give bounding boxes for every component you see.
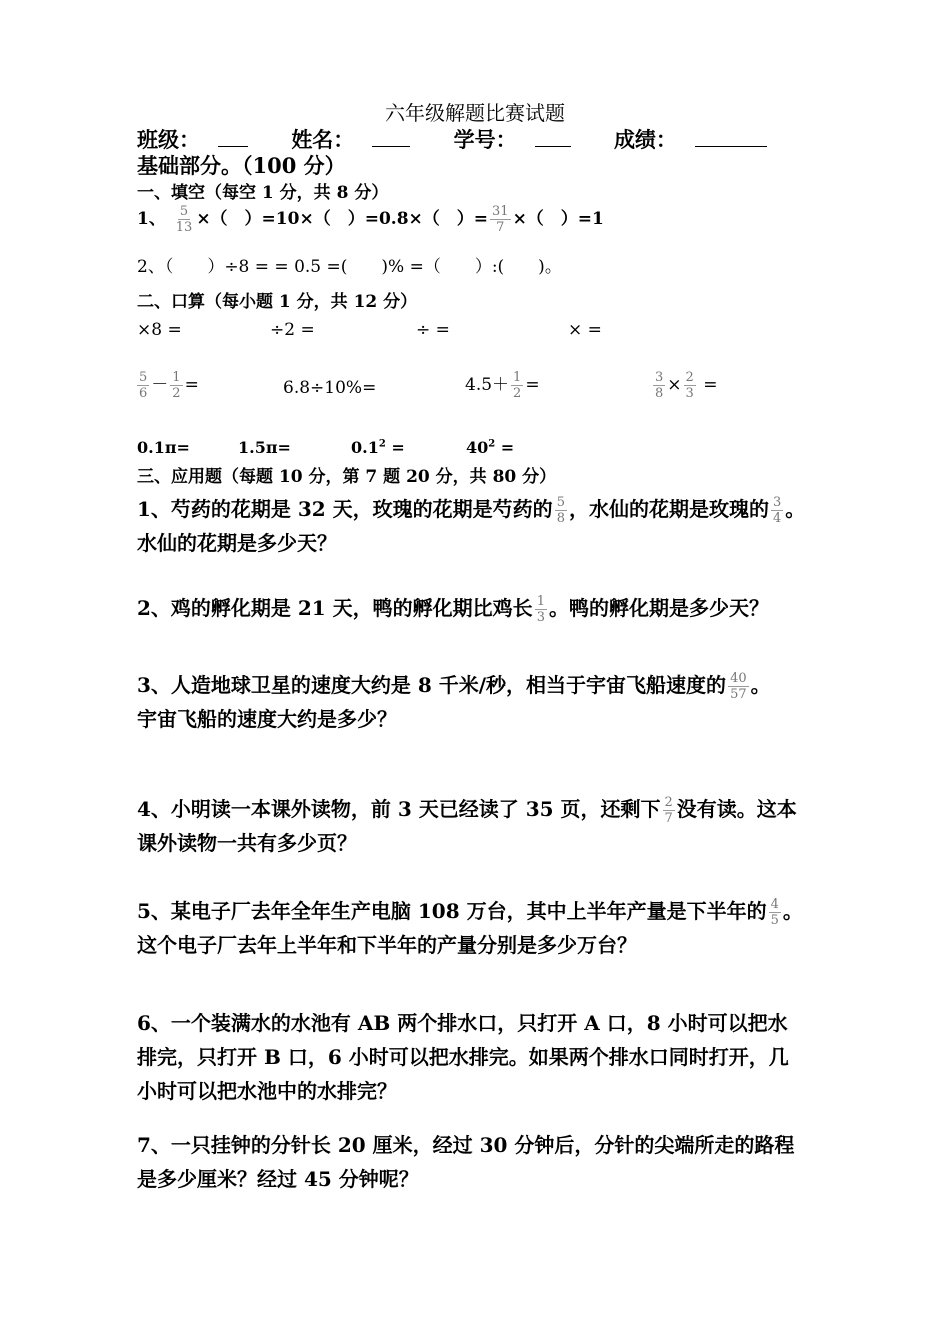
id-field[interactable]: 学号： [454, 127, 589, 152]
problem-1: 1、芍药的花期是 32 天，玫瑰的花期是芍药的 $\frac{5}{8}$ ，水仙的花期是玫瑰的 $\frac{3}{4}$ 。 水仙的花期是多少天？ [137, 495, 806, 555]
oral-expr: $\frac{3}{8}$ × $\frac{2}{3}$ = [655, 370, 718, 401]
fraction: $\frac{1}{3}$ [536, 594, 545, 625]
problem-4: 4、小明读一本课外读物，前 3 天已经读了 35 页，还剩下 $\frac{2}{7}$ 没有读。这本 课外读物一共有多少页？ [137, 795, 797, 855]
fraction: $\frac{2}{3}$ [685, 370, 694, 401]
oral-expr: ×8 = [137, 320, 182, 340]
oral-expr: $\frac{5}{6}$ － $\frac{1}{2}$ = [139, 370, 199, 401]
oral-expr: 0.1π= [137, 438, 190, 457]
basic-part-label: 基础部分。（100 分） [137, 153, 346, 178]
problem-5: 5、某电子厂去年全年生产电脑 108 万台，其中上半年产量是下半年的 $\frac{4}{5}$ 。 这个电子厂去年上半年和下半年的产量分别是多少万台？ [137, 897, 803, 957]
section3-heading: 三、应用题（每题 10 分，第 7 题 20 分，共 80 分） [137, 467, 557, 487]
fraction: $\frac{40}{57}$ [730, 671, 747, 702]
oral-expr: ÷ = [416, 320, 450, 340]
oral-expr: ÷2 = [270, 320, 315, 340]
fill-question-2: 2、（ ）÷8 = = 0.5 =( )% =（ ）:( )。 [137, 257, 562, 277]
oral-expr: $40^2$ = [466, 438, 515, 457]
fraction: $\frac{3}{4}$ [772, 495, 782, 526]
fraction: $\frac{5}{13}$ [175, 204, 193, 235]
fraction: $\frac{5}{6}$ [139, 370, 148, 401]
problem-7: 7、一只挂钟的分针长 20 厘米，经过 30 分钟后，分针的尖端所走的路程 是多少厘米？经过 45 分钟呢？ [137, 1133, 795, 1191]
fraction: $\frac{4}{5}$ [770, 897, 779, 928]
fraction: $\frac{5}{8}$ [556, 495, 565, 526]
oral-expr: 1.5π= [238, 438, 291, 457]
problem-6: 6、一个装满水的水池有 AB 两个排水口，只打开 A 口，8 小时可以把水 排完，只打开 B 口，6 小时可以把水排完。如果两个排水口同时打开，几 小时可以把水池中的水排完？ [137, 1011, 789, 1103]
section2-heading: 二、口算（每小题 1 分，共 12 分） [137, 292, 418, 312]
fraction: $\frac{1}{2}$ [513, 370, 522, 401]
oral-expr: 6.8÷10%= [283, 378, 377, 398]
page-title: 六年级解题比赛试题 [385, 101, 565, 125]
problem-2: 2、鸡的孵化期是 21 天，鸭的孵化期比鸡长 $\frac{1}{3}$ 。鸭的孵化期是多少天？ [137, 594, 769, 625]
fraction: $\frac{2}{7}$ [664, 795, 673, 826]
fraction: $\frac{3}{8}$ [655, 370, 664, 401]
class-field[interactable]: 班级： [137, 127, 266, 152]
fraction: $\frac{31}{7}$ [492, 204, 509, 235]
fill-question-1: 1、 $\frac{5}{13}$ ×（ ）=10×（ ）=0.8×（ ）= $\frac{31}{7}$ ×（ ）=1 [137, 204, 604, 235]
section1-heading: 一、填空（每空 1 分，共 8 分） [137, 183, 389, 203]
name-field[interactable]: 姓名： [291, 127, 428, 152]
oral-expr: × = [568, 320, 602, 340]
fraction: $\frac{1}{2}$ [172, 370, 181, 401]
oral-expr: 4.5＋ $\frac{1}{2}$ = [465, 370, 540, 401]
problem-3: 3、人造地球卫星的速度大约是 8 千米/秒，相当于宇宙飞船速度的 $\frac{40}{57}$ 。 宇宙飞船的速度大约是多少？ [137, 671, 771, 731]
oral-expr: $0.1^2$ = [351, 438, 405, 457]
score-field[interactable]: 成绩： [614, 127, 785, 152]
